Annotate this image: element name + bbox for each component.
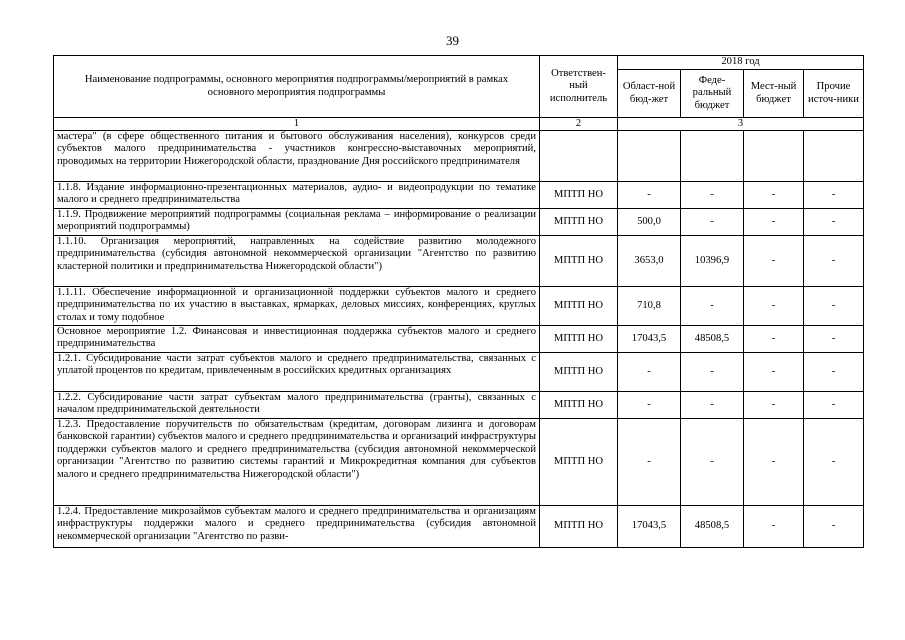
row-name: 1.1.9. Продвижение мероприятий подпрограммы (социальная реклама – информирование о реализации мероприятий подпрограммы) (54, 209, 540, 236)
row-name: 1.1.10. Организация мероприятий, направленных на содействие развитию молодежного предпринимательства (субсидия автономной некоммерческой организации "Агентство по развитию кластерной политики и предпринимательства Нижегородской области") (54, 236, 540, 287)
row-federal: 48508,5 (681, 506, 744, 548)
row-local: - (744, 392, 804, 419)
row-responsible: МПТП НО (540, 419, 618, 506)
row-other: - (804, 506, 864, 548)
row-local: - (744, 182, 804, 209)
row-responsible: МПТП НО (540, 236, 618, 287)
column-number-1: 1 (54, 118, 540, 131)
row-federal: - (681, 182, 744, 209)
table-row (54, 353, 864, 392)
row-federal: 10396,9 (681, 236, 744, 287)
row-other: - (804, 326, 864, 353)
row-other (804, 131, 864, 182)
header-year: 2018 год (618, 56, 864, 70)
column-number-2: 2 (540, 118, 618, 131)
table-row (54, 287, 864, 326)
row-other: - (804, 182, 864, 209)
row-regional: 500,0 (618, 209, 681, 236)
row-regional: 17043,5 (618, 506, 681, 548)
header-regional-budget: Област-ной бюд-жет (618, 70, 681, 118)
row-other: - (804, 392, 864, 419)
header-other-sources: Прочие источ-ники (804, 70, 864, 118)
row-name: 1.2.4. Предоставление микрозаймов субъектам малого и среднего предпринимательства и организациям инфраструктуры поддержки малого и среднего предпринимательства (субсидия автономной некоммерческой организации "Агентство по разви- (54, 506, 540, 548)
row-regional: 17043,5 (618, 326, 681, 353)
row-responsible: МПТП НО (540, 353, 618, 392)
table-row (54, 182, 864, 209)
row-local: - (744, 419, 804, 506)
row-name: Основное мероприятие 1.2. Финансовая и инвестиционная поддержка субъектов малого и среднего предпринимательства (54, 326, 540, 353)
row-regional: - (618, 392, 681, 419)
row-regional: - (618, 353, 681, 392)
row-federal (681, 131, 744, 182)
row-name: 1.2.3. Предоставление поручительств по обязательствам (кредитам, договорам лизинга и договорам банковской гарантии) субъектов малого и среднего предпринимательства и организаций инфраструктуры поддержки субъектов малого и среднего предпринимательства (субсидия автономной некоммерческой организации "Агентство по развитию системы гарантий и Микрокредитная компания для субъектов малого и среднего предпринимательства Нижегородской области") (54, 419, 540, 506)
table-row (54, 209, 864, 236)
header-local-budget: Мест-ный бюджет (744, 70, 804, 118)
row-regional (618, 131, 681, 182)
row-local: - (744, 353, 804, 392)
row-regional: 710,8 (618, 287, 681, 326)
row-name: мастера" (в сфере общественного питания и бытового обслуживания населения), конкурсов среди субъектов малого предпринимательства - участников конгрессно-выставочных мероприятий, проводимых на территории Нижегородской области, празднование Дня российского предпринимателя (54, 131, 540, 182)
row-name: 1.2.2. Субсидирование части затрат субъектам малого предпринимательства (гранты), связанных с началом предпринимательской деятельности (54, 392, 540, 419)
row-other: - (804, 419, 864, 506)
row-name: 1.2.1. Субсидирование части затрат субъектов малого и среднего предпринимательства, связанных с уплатой процентов по кредитам, привлеченным в российских кредитных организациях (54, 353, 540, 392)
header-row-1 (54, 56, 864, 70)
table-row (54, 236, 864, 287)
row-other: - (804, 353, 864, 392)
row-local: - (744, 326, 804, 353)
row-federal: 48508,5 (681, 326, 744, 353)
header-responsible: Ответствен-ный исполнитель (540, 56, 618, 118)
table-row (54, 326, 864, 353)
row-regional: 3653,0 (618, 236, 681, 287)
page-number: 39 (446, 33, 459, 48)
row-federal: - (681, 353, 744, 392)
row-name: 1.1.11. Обеспечение информационной и организационной поддержки субъектов малого и среднего предпринимательства по их участию в выставках, ярмарках, деловых миссиях, конференциях, круглых столах и тому подобное (54, 287, 540, 326)
row-federal: - (681, 287, 744, 326)
table-row (54, 506, 864, 548)
table-row (54, 131, 864, 182)
header-numbers-row (54, 118, 864, 131)
row-responsible: МПТП НО (540, 392, 618, 419)
row-responsible: МПТП НО (540, 326, 618, 353)
row-other: - (804, 287, 864, 326)
row-regional: - (618, 419, 681, 506)
row-local (744, 131, 804, 182)
row-responsible: МПТП НО (540, 209, 618, 236)
row-responsible: МПТП НО (540, 182, 618, 209)
row-name: 1.1.8. Издание информационно-презентационных материалов, аудио- и видеопродукции по тематике малого и среднего предпринимательства (54, 182, 540, 209)
column-number-3: 3 (618, 118, 864, 131)
row-regional: - (618, 182, 681, 209)
row-local: - (744, 236, 804, 287)
row-federal: - (681, 392, 744, 419)
row-local: - (744, 506, 804, 548)
row-responsible (540, 131, 618, 182)
row-federal: - (681, 419, 744, 506)
header-federal-budget: Феде-ральный бюджет (681, 70, 744, 118)
table-row (54, 392, 864, 419)
budget-table (53, 55, 864, 548)
row-other: - (804, 236, 864, 287)
row-other: - (804, 209, 864, 236)
row-responsible: МПТП НО (540, 287, 618, 326)
header-name: Наименование подпрограммы, основного мероприятия подпрограммы/мероприятий в рамках основного мероприятия подпрограммы (54, 56, 540, 118)
row-local: - (744, 287, 804, 326)
row-responsible: МПТП НО (540, 506, 618, 548)
table-row (54, 419, 864, 506)
row-local: - (744, 209, 804, 236)
row-federal: - (681, 209, 744, 236)
